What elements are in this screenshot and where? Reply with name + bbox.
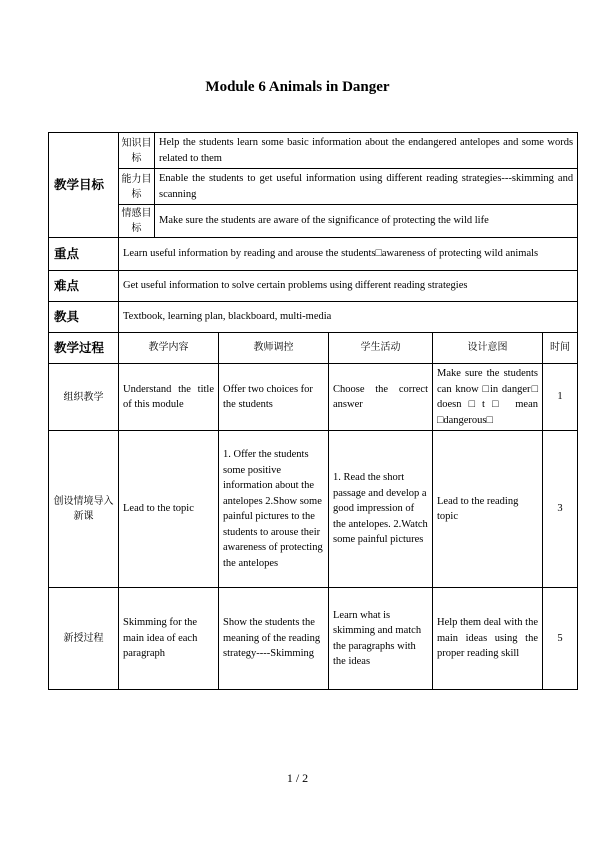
- key-point-row: [49, 238, 578, 271]
- difficulty-label: 难点: [49, 271, 119, 302]
- process-label: 教学过程: [49, 333, 119, 364]
- emotion-goal-text: Make sure the students are aware of the significance of protecting the wild life: [155, 205, 578, 238]
- stage-label: 创设情境导入新课: [49, 431, 119, 588]
- intent-cell: Help them deal with the main ideas using the proper reading skill: [433, 588, 543, 690]
- header-intent: 设计意图: [433, 333, 543, 364]
- header-content: 教学内容: [119, 333, 219, 364]
- header-student: 学生活动: [329, 333, 433, 364]
- page-title: Module 6 Animals in Danger: [205, 79, 390, 95]
- aids-text: Textbook, learning plan, blackboard, multi-media: [119, 302, 578, 333]
- header-teacher: 教师调控: [219, 333, 329, 364]
- ability-goal-label: 能力目标: [119, 169, 155, 205]
- time-cell: 3: [543, 431, 578, 588]
- time-cell: 1: [543, 364, 578, 431]
- header-time: 时间: [543, 333, 578, 364]
- knowledge-goal-label: 知识目标: [119, 133, 155, 169]
- aids-row: [49, 302, 578, 333]
- aids-label: 教具: [49, 302, 119, 333]
- objective-knowledge-row: [49, 133, 578, 169]
- objective-ability-row: [49, 169, 578, 205]
- content-cell: Skimming for the main idea of each paragraph: [119, 588, 219, 690]
- intent-cell: Lead to the reading topic: [433, 431, 543, 588]
- stage-label: 组织教学: [49, 364, 119, 431]
- process-row-introduce: [49, 431, 578, 588]
- key-point-text: Learn useful information by reading and arouse the students□awareness of protecting wild animals: [119, 238, 578, 271]
- process-row-new-lesson: [49, 588, 578, 690]
- student-cell: Choose the correct answer: [329, 364, 433, 431]
- intent-cell: Make sure the students can know □in danger□ doesn□t□ mean □dangerous□: [433, 364, 543, 431]
- knowledge-goal-text: Help the students learn some basic information about the endangered antelopes and some words related to them: [155, 133, 578, 169]
- time-cell: 5: [543, 588, 578, 690]
- student-cell: Learn what is skimming and match the paragraphs with the ideas: [329, 588, 433, 690]
- key-point-label: 重点: [49, 238, 119, 271]
- lesson-plan-table: [48, 132, 578, 690]
- teacher-cell: Offer two choices for the students: [219, 364, 329, 431]
- emotion-goal-label: 情感目标: [119, 205, 155, 238]
- stage-label: 新授过程: [49, 588, 119, 690]
- difficulty-text: Get useful information to solve certain problems using different reading strategies: [119, 271, 578, 302]
- objective-emotion-row: [49, 205, 578, 238]
- process-row-organize: [49, 364, 578, 431]
- objectives-label: 教学目标: [49, 133, 119, 238]
- teacher-cell: Show the students the meaning of the reading strategy----Skimming: [219, 588, 329, 690]
- teacher-cell: 1. Offer the students some positive information about the antelopes 2.Show some painful pictures to the students to arouse their awareness of protecting the antelopes: [219, 431, 329, 588]
- content-cell: Lead to the topic: [119, 431, 219, 588]
- difficulty-row: [49, 271, 578, 302]
- student-cell: 1. Read the short passage and develop a good impression of the antelopes. 2.Watch some painful pictures: [329, 431, 433, 588]
- ability-goal-text: Enable the students to get useful information using different reading strategies---skimming and scanning: [155, 169, 578, 205]
- content-cell: Understand the title of this module: [119, 364, 219, 431]
- process-header-row: [49, 333, 578, 364]
- page-number: 1 / 2: [286, 771, 309, 785]
